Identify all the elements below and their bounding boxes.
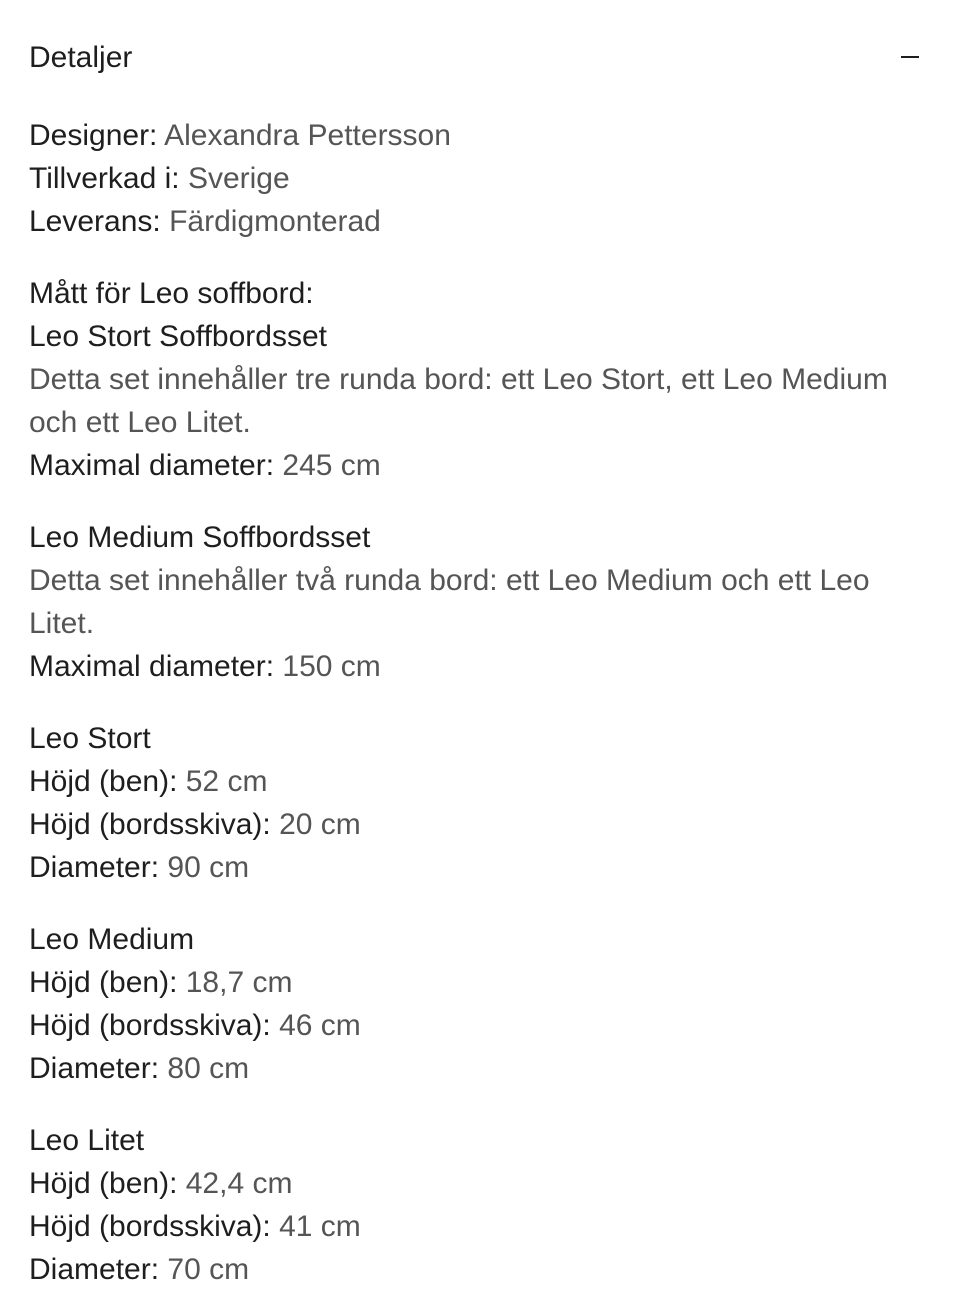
top-height-row bbox=[29, 1205, 931, 1248]
diameter-value: 80 cm bbox=[167, 1052, 250, 1085]
large-set-title: Leo Stort Soffbordsset bbox=[29, 320, 327, 353]
top-height-label: Höjd (bordsskiva): bbox=[29, 808, 271, 841]
top-height-label: Höjd (bordsskiva): bbox=[29, 1009, 271, 1042]
top-height-value: 41 cm bbox=[279, 1210, 361, 1243]
delivery-label: Leverans: bbox=[29, 205, 161, 238]
diameter-value: 70 cm bbox=[167, 1253, 250, 1286]
designer-value: Alexandra Pettersson bbox=[164, 119, 451, 152]
legs-height-value: 52 cm bbox=[185, 765, 268, 798]
diameter-label: Diameter: bbox=[29, 1052, 160, 1085]
legs-height-value: 42,4 cm bbox=[185, 1167, 293, 1200]
top-height-value: 20 cm bbox=[279, 808, 361, 841]
diameter-value: 90 cm bbox=[167, 851, 250, 884]
table-title: Leo Litet bbox=[29, 1124, 145, 1157]
legs-height-label: Höjd (ben): bbox=[29, 765, 178, 798]
delivery-row bbox=[29, 200, 931, 243]
designer-label: Designer: bbox=[29, 119, 158, 152]
diameter-row bbox=[29, 1248, 931, 1291]
minus-icon bbox=[901, 56, 919, 58]
legs-height-label: Höjd (ben): bbox=[29, 966, 178, 999]
max-diameter-value: 245 cm bbox=[282, 449, 381, 482]
legs-height-row bbox=[29, 961, 931, 1004]
collapse-button[interactable] bbox=[893, 40, 927, 74]
legs-height-label: Höjd (ben): bbox=[29, 1167, 178, 1200]
legs-height-row bbox=[29, 760, 931, 803]
table-block-large bbox=[29, 717, 931, 889]
top-height-label: Höjd (bordsskiva): bbox=[29, 1210, 271, 1243]
designer-row bbox=[29, 114, 931, 157]
made-in-label: Tillverkad i: bbox=[29, 162, 180, 195]
details-title: Detaljer bbox=[29, 41, 133, 74]
max-diameter-value: 150 cm bbox=[282, 650, 381, 683]
top-height-value: 46 cm bbox=[279, 1009, 361, 1042]
delivery-value: Färdigmonterad bbox=[169, 205, 381, 238]
legs-height-row bbox=[29, 1162, 931, 1205]
medium-set-block bbox=[29, 516, 931, 688]
dimensions-intro: Mått för Leo soffbord: bbox=[29, 277, 314, 310]
top-height-row bbox=[29, 803, 931, 846]
diameter-row bbox=[29, 1047, 931, 1090]
made-in-value: Sverige bbox=[187, 162, 290, 195]
diameter-row bbox=[29, 846, 931, 889]
diameter-label: Diameter: bbox=[29, 1253, 160, 1286]
table-title: Leo Stort bbox=[29, 722, 151, 755]
max-diameter-label: Maximal diameter: bbox=[29, 650, 275, 683]
table-block-medium bbox=[29, 918, 931, 1090]
max-diameter-label: Maximal diameter: bbox=[29, 449, 275, 482]
large-set-max-row bbox=[29, 444, 931, 487]
medium-set-max-row bbox=[29, 645, 931, 688]
made-in-row bbox=[29, 157, 931, 200]
details-header[interactable] bbox=[29, 0, 931, 114]
table-title: Leo Medium bbox=[29, 923, 195, 956]
medium-set-title: Leo Medium Soffbordsset bbox=[29, 521, 371, 554]
legs-height-value: 18,7 cm bbox=[185, 966, 293, 999]
large-set-block bbox=[29, 272, 931, 487]
medium-set-description: Detta set innehåller två runda bord: ett Leo Medium och ett Leo Litet. bbox=[29, 564, 870, 640]
large-set-description: Detta set innehåller tre runda bord: ett Leo Stort, ett Leo Medium och ett Leo Litet. bbox=[29, 363, 888, 439]
top-height-row bbox=[29, 1004, 931, 1047]
table-block-small bbox=[29, 1119, 931, 1291]
meta-block bbox=[29, 114, 931, 243]
diameter-label: Diameter: bbox=[29, 851, 160, 884]
